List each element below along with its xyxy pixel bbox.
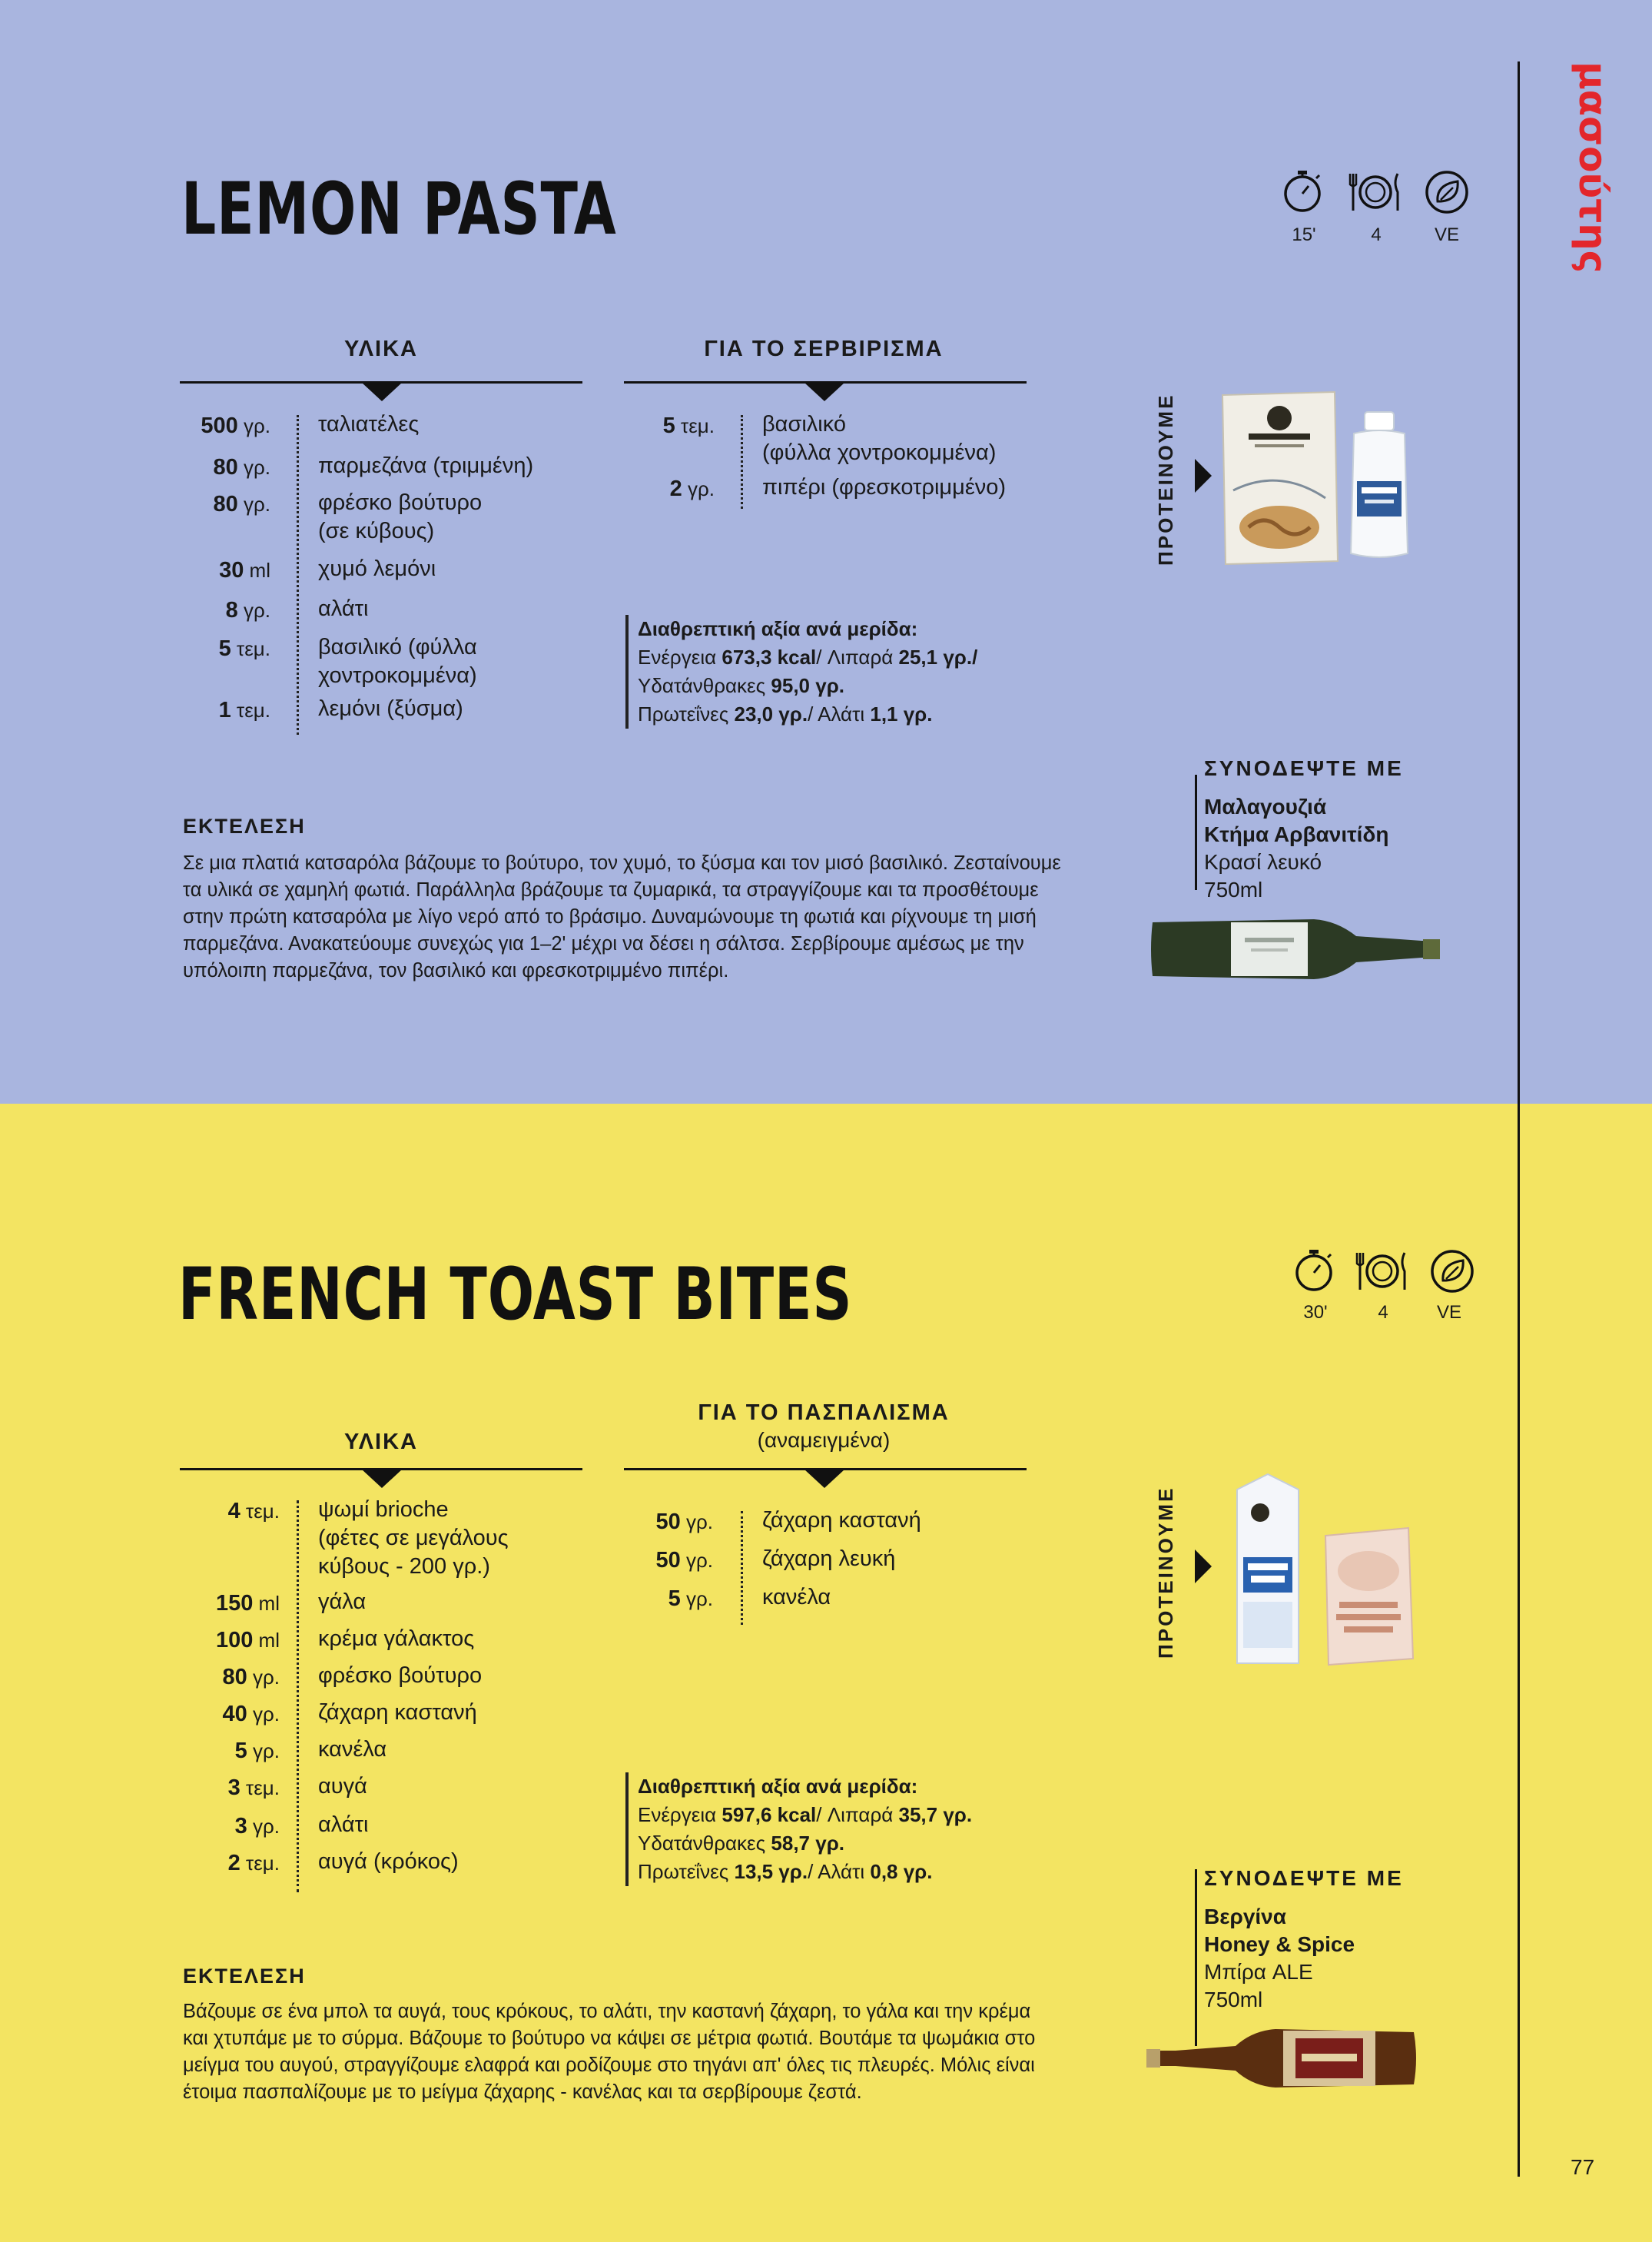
- pairing-volume: 750ml: [1204, 1988, 1263, 2011]
- recipe-title: LEMON PASTA: [181, 168, 617, 251]
- execution-heading: ΕΚΤΕΛΕΣΗ: [183, 815, 306, 838]
- quantity-number: 100: [215, 1628, 254, 1652]
- quantity-unit: τεμ.: [231, 699, 270, 722]
- pairing-heading: ΣΥΝΟΔΕΨΤΕ ΜΕ: [1204, 1866, 1404, 1890]
- nutrition-fat-label: / Λιπαρά: [816, 646, 899, 669]
- quantity-number: 3: [227, 1775, 241, 1800]
- brand-logo: [1563, 61, 1617, 273]
- quantity-number: 80: [213, 492, 238, 516]
- nutrition-heading: Διαθρεπτική αξία ανά μερίδα:: [638, 1775, 918, 1798]
- quantity-unit: γρ.: [237, 493, 270, 516]
- ingredient-quantity: [655, 1548, 713, 1573]
- execution-text: Βάζουμε σε ένα μπολ τα αυγά, τους κρόκους, το αλάτι, την καστανή ζάχαρη, το γάλα και την κρέμα και χτυπάμε με το σύρμα. Βάζουμε το βούτυρο να κάψει σε μέτρια φωτιά. Βουτάμε τα ψωμάκια στο μείγμα του αυγού, στραγγίζουμε ελαφρά και ροδίζουμε στο τηγάνι απ' όλες τις πλευρές. Μόλις είναι έτοιμα πασπαλίζουμε με το μείγμα ζάχαρης - κανέλας και τα σερβίρουμε ζεστά.: [183, 2001, 1036, 2103]
- quantity-number: 80: [222, 1665, 247, 1689]
- nutrition-carbs-label: Υδατάνθρακες: [638, 674, 771, 697]
- quantity-number: 5: [668, 1586, 681, 1611]
- quantity-unit: γρ.: [680, 1510, 713, 1533]
- pairing-block: [1204, 1865, 1404, 2014]
- servings: 4: [1378, 1302, 1388, 1323]
- ingredient-quantity: [670, 477, 715, 502]
- salt-container-image: [1345, 410, 1414, 561]
- quantity-number: 1: [218, 698, 231, 722]
- wine-bottle-image: [1145, 907, 1445, 991]
- quantity-unit: γρ.: [237, 414, 270, 437]
- timer-icon: [1291, 1247, 1337, 1293]
- ingredient-name: γάλα: [318, 1589, 367, 1614]
- ingredient-name: λεμόνι (ξύσμα): [318, 696, 463, 721]
- ingredient-quantity: [235, 1739, 280, 1764]
- ingredients-pointer: [362, 383, 402, 401]
- ingredient-quantity: [222, 1665, 280, 1690]
- quantity-number: 5: [234, 1739, 247, 1763]
- ingredients-dotted-divider: [297, 415, 299, 735]
- vegetarian-leaf-icon: [1429, 1248, 1475, 1294]
- pairing-producer: Honey & Spice: [1204, 1932, 1355, 1956]
- svg-text:μασούτης: μασούτης: [1571, 61, 1615, 273]
- topping-dotted-divider: [741, 1511, 743, 1625]
- quantity-number: 30: [219, 558, 244, 583]
- quantity-number: 50: [655, 1510, 681, 1534]
- ingredient-quantity: [213, 455, 270, 480]
- serving-dotted-divider: [741, 415, 743, 509]
- ingredients-dotted-divider: [297, 1500, 299, 1892]
- ingredient-quantity: [216, 1591, 280, 1616]
- quantity-unit: τεμ.: [240, 1776, 280, 1799]
- ingredient-quantity: [226, 598, 270, 623]
- nutrition-box: [625, 1772, 1068, 1886]
- quantity-number: 2: [227, 1851, 241, 1875]
- nutrition-energy-label: Ενέργεια: [638, 1803, 722, 1826]
- ingredient-name: βασιλικό (φύλλα χοντροκομμένα): [318, 635, 477, 688]
- ingredient-name: ζάχαρη λευκή: [762, 1546, 896, 1571]
- suggest-arrow: [1195, 459, 1212, 493]
- nutrition-salt-value: 0,8 γρ.: [870, 1860, 933, 1883]
- pairing-name: Βεργίνα: [1204, 1905, 1286, 1928]
- ingredient-quantity: [228, 1775, 280, 1801]
- ingredient-name: κρέμα γάλακτος: [318, 1626, 475, 1651]
- quantity-unit: τεμ.: [240, 1852, 280, 1875]
- ingredient-name: αυγά (κρόκος): [318, 1849, 459, 1874]
- nutrition-heading: Διαθρεπτική αξία ανά μερίδα:: [638, 617, 918, 640]
- quantity-number: 40: [222, 1702, 247, 1726]
- nutrition-carbs-value: 95,0 γρ.: [771, 674, 845, 697]
- ingredient-name: αλάτι: [318, 596, 369, 621]
- nutrition-box: [625, 615, 1068, 729]
- quantity-unit: γρ.: [237, 599, 270, 622]
- nutrition-protein-label: Πρωτεΐνες: [638, 702, 735, 726]
- ingredient-name: ταλιατέλες: [318, 412, 420, 437]
- quantity-number: 8: [225, 598, 238, 623]
- pairing-heading: ΣΥΝΟΔΕΨΤΕ ΜΕ: [1204, 756, 1404, 780]
- ingredient-name: πιπέρι (φρεσκοτριμμένο): [762, 475, 1007, 500]
- pairing-block: [1204, 755, 1404, 904]
- topping-heading: ΓΙΑ ΤΟ ΠΑΣΠΑΛΙΣΜΑ: [698, 1400, 950, 1425]
- topping-subheading: (αναμειγμένα): [757, 1428, 891, 1452]
- ingredient-quantity: [219, 636, 270, 662]
- pasta-package-image: [1218, 390, 1341, 567]
- ingredient-quantity: [219, 698, 270, 723]
- quantity-unit: γρ.: [237, 456, 270, 479]
- pairing-type: Κρασί λευκό: [1204, 850, 1322, 874]
- ingredient-name: κανέλα: [318, 1737, 387, 1762]
- quantity-number: 2: [669, 477, 682, 501]
- quantity-unit: γρ.: [247, 1666, 280, 1689]
- margin-rule: [1518, 61, 1520, 2177]
- recipe-title: FRENCH TOAST BITES: [178, 1253, 853, 1337]
- ingredient-name: φρέσκο βούτυρο: [318, 1663, 483, 1688]
- beer-bottle-image: [1145, 2020, 1421, 2097]
- nutrition-salt-label: / Αλάτι: [808, 1860, 871, 1883]
- quantity-number: 5: [218, 636, 231, 661]
- ingredient-name: βασιλικό (φύλλα χοντροκομμένα): [762, 412, 997, 465]
- quantity-unit: ml: [253, 1592, 280, 1615]
- nutrition-fat-label: / Λιπαρά: [816, 1803, 899, 1826]
- suggest-label: ΠΡΟΤΕΙΝΟΥΜΕ: [1154, 393, 1177, 566]
- serving-pointer: [804, 383, 844, 401]
- execution-heading: ΕΚΤΕΛΕΣΗ: [183, 1965, 306, 1988]
- ingredient-quantity: [222, 1702, 280, 1727]
- sugar-package-image: [1318, 1525, 1418, 1666]
- ingredient-quantity: [663, 414, 715, 439]
- servings: 4: [1371, 224, 1382, 245]
- ingredients-heading: ΥΛΙΚΑ: [344, 337, 418, 361]
- ingredient-quantity: [228, 1499, 280, 1524]
- prep-time: 15': [1292, 224, 1316, 245]
- ingredient-name: παρμεζάνα (τριμμένη): [318, 453, 534, 478]
- quantity-unit: ml: [253, 1629, 280, 1652]
- quantity-number: 500: [201, 414, 238, 438]
- nutrition-protein-value: 13,5 γρ.: [734, 1860, 808, 1883]
- ingredient-name: χυμό λεμόνι: [318, 556, 436, 581]
- nutrition-salt-value: 1,1 γρ.: [870, 702, 933, 726]
- ingredient-name: ζάχαρη καστανή: [318, 1700, 477, 1725]
- nutrition-carbs-label: Υδατάνθρακες: [638, 1832, 771, 1855]
- pairing-type: Μπίρα ALE: [1204, 1960, 1313, 1984]
- suggest-arrow: [1195, 1549, 1212, 1583]
- pairing-volume: 750ml: [1204, 878, 1263, 902]
- diet-label: VE: [1434, 224, 1459, 245]
- quantity-number: 50: [655, 1548, 681, 1573]
- quantity-number: 150: [215, 1591, 254, 1616]
- quantity-unit: γρ.: [247, 1702, 280, 1726]
- ingredient-name: φρέσκο βούτυρο (σε κύβους): [318, 490, 483, 543]
- nutrition-fat-value: 35,7 γρ.: [898, 1803, 973, 1826]
- quantity-unit: τεμ.: [675, 414, 715, 437]
- quantity-unit: γρ.: [247, 1815, 280, 1838]
- pairing-producer: Κτήμα Αρβανιτίδη: [1204, 822, 1389, 846]
- pairing-name: Μαλαγουζιά: [1204, 795, 1327, 819]
- vegetarian-leaf-icon: [1424, 169, 1470, 215]
- ingredient-name: ψωμί brioche (φέτες σε μεγάλους κύβους - 200 γρ.): [318, 1497, 509, 1579]
- quantity-number: 5: [662, 414, 675, 438]
- topping-pointer: [804, 1470, 844, 1488]
- quantity-unit: τεμ.: [231, 637, 270, 660]
- nutrition-energy-label: Ενέργεια: [638, 646, 722, 669]
- quantity-number: 4: [227, 1499, 241, 1523]
- execution-text: Σε μια πλατιά κατσαρόλα βάζουμε το βούτυρο, τον χυμό, το ξύσμα και τον μισό βασιλικό. Ζεσταίνουμε τα υλικά σε χαμηλή φωτιά. Παράλληλα βράζουμε τα ζυμαρικά, τα στραγγίζουμε και τα προσθέτουμε στην πρώτη κατσαρόλα με λίγο νερό από το βράσιμο. Δυναμώνουμε τη φωτιά και ρίχνουμε τη μισή παρμεζάνα. Ανακατεύουμε συνεχώς για 1–2' μέχρι να δέσει η σάλτσα. Σερβίρουμε αμέσως με την υπόλοιπη παρμεζάνα, τον βασιλικό και φρεσκοτριμμένο πιπέρι.: [183, 852, 1061, 981]
- nutrition-fat-value: 25,1 γρ./: [898, 646, 978, 669]
- ingredient-name: κανέλα: [762, 1585, 831, 1609]
- nutrition-protein-label: Πρωτεΐνες: [638, 1860, 735, 1883]
- ingredient-name: αλάτι: [318, 1812, 369, 1837]
- quantity-unit: γρ.: [680, 1587, 713, 1610]
- timer-icon: [1279, 168, 1325, 214]
- quantity-unit: τεμ.: [240, 1500, 280, 1523]
- serving-heading: ΓΙΑ ΤΟ ΣΕΡΒΙΡΙΣΜΑ: [704, 337, 944, 361]
- ingredient-quantity: [668, 1586, 713, 1612]
- ingredient-quantity: [201, 414, 270, 439]
- ingredient-quantity: [235, 1814, 280, 1839]
- ingredients-heading: ΥΛΙΚΑ: [344, 1430, 418, 1454]
- quantity-unit: ml: [244, 559, 270, 582]
- nutrition-energy-value: 673,3 kcal: [722, 646, 817, 669]
- nutrition-protein-value: 23,0 γρ.: [734, 702, 808, 726]
- ingredients-pointer: [362, 1470, 402, 1488]
- suggest-label: ΠΡΟΤΕΙΝΟΥΜΕ: [1154, 1486, 1177, 1659]
- quantity-unit: γρ.: [680, 1549, 713, 1572]
- nutrition-carbs-value: 58,7 γρ.: [771, 1832, 845, 1855]
- quantity-number: 3: [234, 1814, 247, 1838]
- quantity-unit: γρ.: [247, 1739, 280, 1762]
- plate-cutlery-icon: [1355, 1250, 1409, 1293]
- quantity-unit: γρ.: [682, 477, 715, 500]
- page-number: 77: [1571, 2155, 1595, 2179]
- quantity-number: 80: [213, 455, 238, 480]
- ingredient-name: ζάχαρη καστανή: [762, 1508, 921, 1533]
- ingredient-quantity: [213, 492, 270, 517]
- ingredient-quantity: [228, 1851, 280, 1876]
- ingredient-quantity: [216, 1628, 280, 1653]
- nutrition-salt-label: / Αλάτι: [808, 702, 871, 726]
- diet-label: VE: [1436, 1302, 1461, 1323]
- plate-cutlery-icon: [1348, 171, 1402, 214]
- nutrition-energy-value: 597,6 kcal: [722, 1803, 817, 1826]
- ingredient-quantity: [655, 1510, 713, 1535]
- prep-time: 30': [1303, 1302, 1328, 1323]
- ingredient-name: αυγά: [318, 1774, 367, 1799]
- milk-carton-image: [1229, 1471, 1306, 1666]
- ingredient-quantity: [219, 558, 270, 583]
- pairing-side-rule: [1195, 775, 1197, 890]
